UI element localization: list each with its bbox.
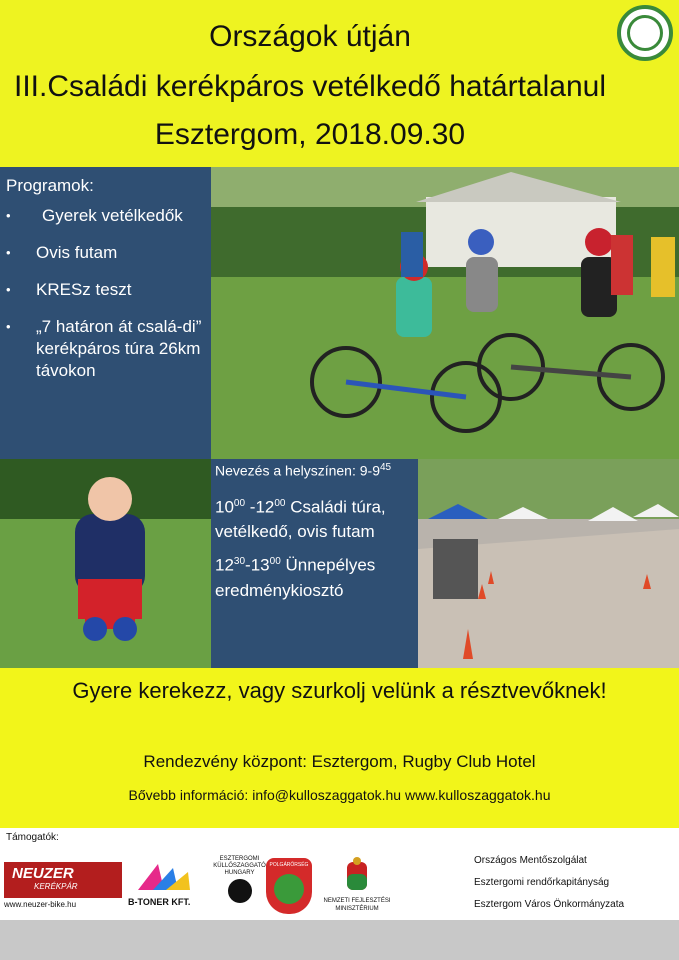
- programs-title: Programok:: [6, 176, 94, 195]
- partner-item: Esztergom Város Önkormányzata: [474, 899, 625, 910]
- toddler-photo: [0, 459, 211, 668]
- neuzer-url: www.neuzer-bike.hu: [4, 900, 77, 909]
- registration-time: Nevezés a helyszínen: $9-9^{45}$: [215, 462, 392, 479]
- ministry-logo: NEMZETI FEJLESZTÉSI MINISZTÉRIUM: [313, 856, 401, 913]
- neuzer-logo: NEUZER KERÉKPÁR: [4, 862, 122, 898]
- schedule-row: $10^{00}$ $-12^{00}$ Családi túra, vetélkedő, ovis futam: [215, 497, 386, 542]
- place-date: Esztergom, 2018.09.30: [154, 118, 466, 151]
- venue: Rendezvény központ: Esztergom, Rugby Club Hotel: [143, 752, 536, 771]
- contact-info: Bővebb információ: info@kulloszaggatok.hu www.kulloszaggatok.hu: [128, 787, 551, 803]
- program-item: • „7 határon át csalá-di” kerékpáros túra 26km távokon: [6, 316, 206, 382]
- program-item: • Gyerek vetélkedők: [6, 205, 206, 227]
- partner-item: Országos Mentőszolgálat: [474, 855, 587, 866]
- schedule-row: $12^{30}-13^{00}$ Ünnepélyes eredménykiosztó: [215, 555, 376, 600]
- partners-list: [474, 850, 624, 916]
- schedule: [215, 462, 415, 608]
- call-to-action: Gyere kerekezz, vagy szurkolj velünk a résztvevőknek!: [72, 678, 607, 703]
- header: [0, 0, 679, 167]
- btoner-logo: B-TONER KFT.: [128, 862, 206, 910]
- supporters-label: Támogatók:: [6, 832, 59, 843]
- bottom-bar: [0, 920, 679, 960]
- page-subtitle: III.Családi kerékpáros vetélkedő határtalanul: [13, 70, 606, 103]
- page-title: Országok útján: [209, 20, 411, 53]
- program-item: • KRESz teszt: [6, 279, 206, 301]
- kulloszaggato-logo: ESZTERGOMI KÜLLŐSZAGGATÓ HUNGARY: [212, 856, 267, 918]
- partner-item: Esztergomi rendőrkapitányság: [474, 877, 610, 888]
- program-item: • Ovis futam: [6, 242, 206, 264]
- event-square-photo: [418, 459, 679, 668]
- club-logo-icon: [617, 5, 673, 61]
- polgarorseg-logo: POLGÁRŐRSÉG: [266, 858, 312, 914]
- programs-list: [6, 205, 206, 397]
- kids-cycling-photo: [211, 167, 679, 459]
